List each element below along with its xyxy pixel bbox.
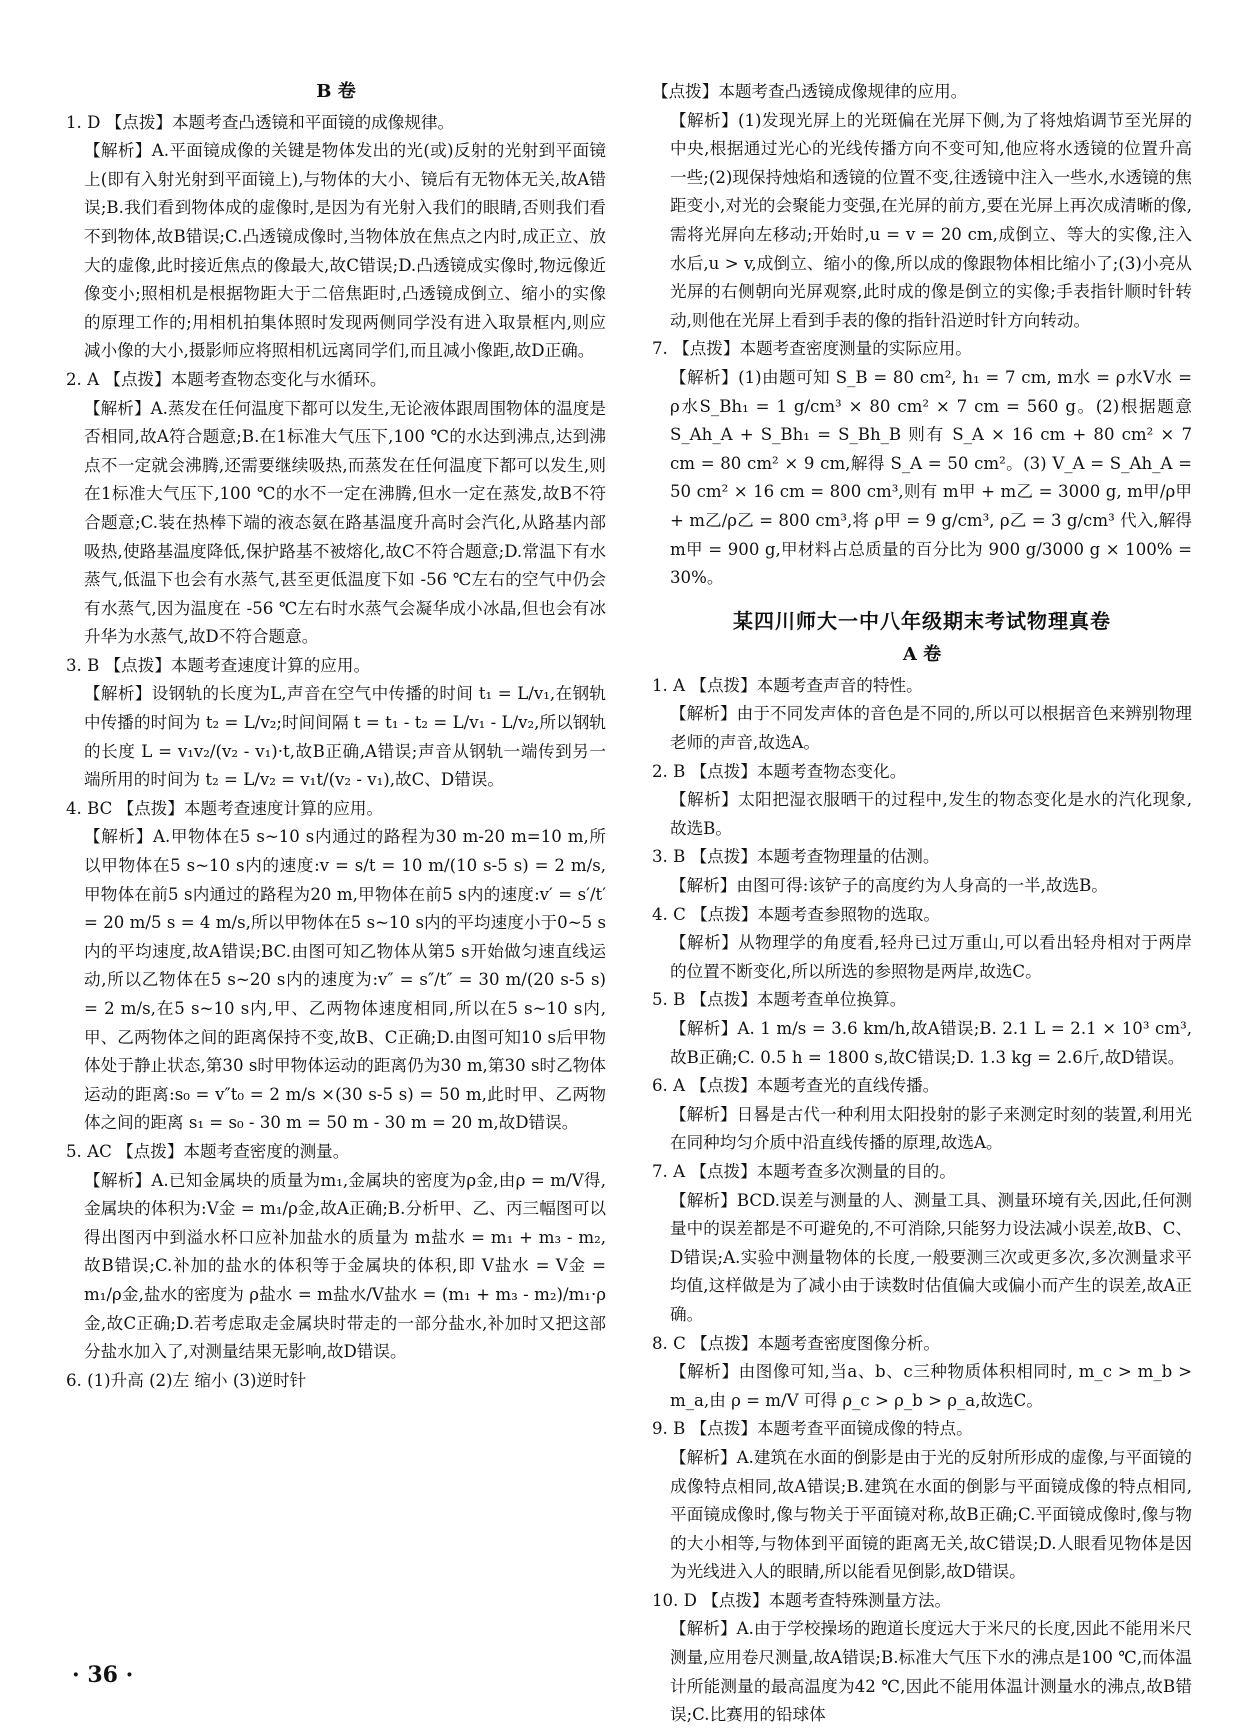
answer-explanation: 【解析】A.平面镜成像的关键是物体发出的光(或)反射的光射到平面镜上(即有入射光射到平面镜上),与物体的大小、镜后有无物体无关,故A错误;B.我们看到物体成的虚像时,是因为有光射入我们的眼睛,否则我们看不到物体,故B错误;C.凸透镜成像时,当物体放在焦点之内时,成正立、放大的虚像,此时接近焦点的像最大,故C错误;D.凸透镜成实像时,物远像近像变小;照相机是根据物距大于二倍焦距时,凸透镜成倒立、缩小的实像的原理工作的;用相机拍集体照时发现两侧同学没有进入取景框内,则应减小像的大小,摄影师应将照相机远离同学们,而且减小像距,故D正确。	[84, 141, 606, 361]
right-column	[652, 78, 1192, 1730]
answer-item-2	[66, 366, 606, 652]
answer-head: 1. D 【点拨】本题考查凸透镜和平面镜的成像规律。	[66, 112, 455, 132]
answer-item-7	[652, 335, 1192, 592]
answer-explanation: 【解析】日晷是古代一种利用太阳投射的影子来测定时刻的装置,利用光在同种均匀介质中沿直线传播的原理,故选A。	[670, 1104, 1192, 1153]
a-item-5	[652, 986, 1192, 1072]
answer-head: 2. B 【点拨】本题考查物态变化。	[652, 761, 907, 781]
answer-item-4	[66, 795, 606, 1138]
answer-explanation: 【解析】A.蒸发在任何温度下都可以发生,无论液体跟周围物体的温度是否相同,故A符合题意;B.在1标准大气压下,100 ℃的水达到沸点,达到沸点不一定就会沸腾,还需要继续吸热,而蒸发在任何温度下都可以发生,则在1标准大气压下,100 ℃的水不一定在沸腾,但水一定在蒸发,故B不符合题意;C.装在热棒下端的液态氨在路基温度升高时会汽化,从路基内部吸热,使路基温度降低,保护路基不被熔化,故C不符合题意;D.常温下有水蒸气,低温下也会有水蒸气,甚至更低温度下如 -56 ℃左右的空气中仍会有水蒸气,因为温度在 -56 ℃左右时水蒸气会凝华成小冰晶,但也会有冰升华为水蒸气,故D不符合题意。	[84, 398, 606, 647]
answer-explanation: 【解析】A.建筑在水面的倒影是由于光的反射所形成的虚像,与平面镜的成像特点相同,故A错误;B.建筑在水面的倒影与平面镜成像的特点相同,平面镜成像时,像与物关于平面镜对称,故B正确;C.平面镜成像时,像与物的大小相等,与物体到平面镜的距离无关,故C错误;D.人眼看见物体是因为光线进入人的眼睛,所以能看见倒影,故D错误。	[670, 1447, 1192, 1582]
answer-head: 3. B 【点拨】本题考查物理量的估测。	[652, 847, 940, 867]
answer-explanation: 【解析】太阳把湿衣服晒干的过程中,发生的物态变化是水的汽化现象,故选B。	[670, 790, 1192, 838]
answer-item-6-cont	[652, 78, 1192, 335]
a-item-6	[652, 1072, 1192, 1158]
answer-explanation: 【解析】(1)由题可知 S_B = 80 cm², h₁ = 7 cm, m水 = ρ水V水 = ρ水S_Bh₁ = 1 g/cm³ × 80 cm² × 7 cm = 560 g。(2)根据题意 S_Ah_A + S_Bh₁ = S_Bh_B 则有 S_A × 16 cm + 80 cm² × 7 cm = 80 cm² × 9 cm,解得 S_A = 50 cm²。(3) V_A = S_Ah_A = 50 cm² × 16 cm = 800 cm³,则有 m甲 + m乙 = 3000 g, m甲/ρ甲 + m乙/ρ乙 = 800 cm³,将 ρ甲 = 9 g/cm³, ρ乙 = 3 g/cm³ 代入,解得 m甲 = 900 g,甲材料占总质量的百分比为 900 g/3000 g × 100% = 30%。	[670, 367, 1192, 588]
a-item-2	[652, 758, 1192, 844]
answer-explanation: 【解析】A.由于学校操场的跑道长度远大于米尺的长度,因此不能用米尺测量,应用卷尺测量,故A错误;B.标准大气压下水的沸点是100 ℃,而体温计所能测量的最高温度为42 ℃,因此不能用体温计测量水的沸点,故B错误;C.比赛用的铅球体	[670, 1619, 1192, 1725]
page-number: · 36 ·	[72, 1662, 134, 1688]
left-column	[66, 78, 606, 1395]
answer-head: 6. (1)升高 (2)左 缩小 (3)逆时针	[66, 1370, 307, 1390]
answer-head: 10. D 【点拨】本题考查特殊测量方法。	[652, 1590, 952, 1610]
answer-head: 7. A 【点拨】本题考查多次测量的目的。	[652, 1161, 956, 1181]
answer-explanation: 【解析】A. 1 m/s = 3.6 km/h,故A错误;B. 2.1 L = 2.1 × 10³ cm³,故B正确;C. 0.5 h = 1800 s,故C错误;D. 1.3 kg = 2.6斤,故D错误。	[670, 1019, 1192, 1067]
answer-item-3	[66, 652, 606, 795]
answer-head: 8. C 【点拨】本题考查密度图像分析。	[652, 1333, 940, 1353]
answer-item-5	[66, 1138, 606, 1367]
answer-head: 1. A 【点拨】本题考查声音的特性。	[652, 675, 923, 695]
a-item-1	[652, 672, 1192, 758]
answer-explanation: 【解析】由图像可知,当a、b、c三种物质体积相同时, m_c > m_b > m_a,由 ρ = m/V 可得 ρ_c > ρ_b > ρ_a,故选C。	[670, 1362, 1192, 1410]
answer-head: 4. BC 【点拨】本题考查速度计算的应用。	[66, 798, 384, 818]
exam-title: 某四川师大一中八年级期末考试物理真卷	[733, 608, 1111, 633]
answer-head: 7. 【点拨】本题考查密度测量的实际应用。	[652, 339, 972, 359]
section-title-b: B 卷	[316, 81, 356, 102]
answer-explanation: 【解析】BCD.误差与测量的人、测量工具、测量环境有关,因此,任何测量中的误差都是不可避免的,不可消除,只能努力设法减小误差,故B、C、D错误;A.实验中测量物体的长度,一般要测三次或更多次,多次测量求平均值,这样做是为了减小由于读数时估值偏大或偏小而产生的误差,故A正确。	[670, 1190, 1192, 1324]
answer-item-6	[66, 1367, 606, 1396]
answer-head: 3. B 【点拨】本题考查速度计算的应用。	[66, 655, 371, 675]
answer-explanation: 【解析】(1)发现光屏上的光斑偏在光屏下侧,为了将烛焰调节至光屏的中央,根据通过光心的光线传播方向不变可知,他应将水透镜的位置升高一些;(2)现保持烛焰和透镜的位置不变,往透镜中注入一些水,水透镜的焦距变小,对光的会聚能力变强,在光屏的前方,要在光屏上再次成清晰的像,需将光屏向左移动;开始时,u = v = 20 cm,成倒立、等大的实像,注入水后,u > v,成倒立、缩小的像,所以成的像跟物体相比缩小了;(3)小亮从光屏的右侧朝向光屏观察,此时成的像是倒立的实像;手表指针顺时针转动,则他在光屏上看到手表的像的指针沿逆时针方向转动。	[670, 110, 1192, 330]
a-item-4	[652, 901, 1192, 987]
answer-head: 【点拨】本题考查凸透镜成像规律的应用。	[652, 82, 968, 101]
answer-head: 5. B 【点拨】本题考查单位换算。	[652, 990, 907, 1010]
answer-explanation: 【解析】由图可得:该铲子的高度约为人身高的一半,故选B。	[670, 876, 1108, 896]
answer-explanation: 【解析】A.已知金属块的质量为m₁,金属块的密度为ρ金,由ρ = m/V得,金属块的体积为:V金 = m₁/ρ金,故A正确;B.分析甲、乙、丙三幅图可以得出图丙中到溢水杯口应补加盐水的质量为 m盐水 = m₁ + m₃ - m₂,故B错误;C.补加的盐水的体积等于金属块的体积,即 V盐水 = V金 = m₁/ρ金,盐水的密度为 ρ盐水 = m盐水/V盐水 = (m₁ + m₃ - m₂)/m₁·ρ金,故C正确;D.若考虑取走金属块时带走的一部分盐水,补加时又把这部分盐水加入了,对测量结果无影响,故D错误。	[84, 1170, 606, 1362]
answer-head: 4. C 【点拨】本题考查参照物的选取。	[652, 904, 940, 924]
answer-head: 5. AC 【点拨】本题考查密度的测量。	[66, 1141, 350, 1161]
answer-head: 9. B 【点拨】本题考查平面镜成像的特点。	[652, 1419, 973, 1439]
a-item-9	[652, 1415, 1192, 1587]
a-item-7	[652, 1158, 1192, 1330]
answer-explanation: 【解析】由于不同发声体的音色是不同的,所以可以根据音色来辨别物理老师的声音,故选A。	[670, 704, 1192, 753]
section-title-a: A 卷	[902, 644, 942, 666]
a-item-10	[652, 1587, 1192, 1730]
answer-explanation: 【解析】A.甲物体在5 s~10 s内通过的路程为30 m-20 m=10 m,所以甲物体在5 s~10 s内的速度:v = s/t = 10 m/(10 s-5 s) = 2 m/s,甲物体在前5 s内通过的路程为20 m,甲物体在前5 s内的速度:v′ = s′/t′ = 20 m/5 s = 4 m/s,所以甲物体在5 s~10 s内的平均速度小于0~5 s内的平均速度,故A错误;BC.由图可知乙物体从第5 s开始做匀速直线运动,所以乙物体在5 s~20 s内的速度为:v″ = s″/t″ = 30 m/(20 s-5 s) = 2 m/s,在5 s~10 s内,甲、乙两物体速度相同,所以在5 s~10 s内,甲、乙两物体之间的距离保持不变,故B、C正确;D.由图可知10 s后甲物体处于静止状态,第30 s时甲物体运动的距离仍为30 m,第30 s时乙物体运动的距离:s₀ = v″t₀ = 2 m/s ×(30 s-5 s) = 50 m,此时甲、乙两物体之间的距离 s₁ = s₀ - 30 m = 50 m - 30 m = 20 m,故D错误。	[84, 827, 606, 1133]
answer-head: 6. A 【点拨】本题考查光的直线传播。	[652, 1076, 940, 1096]
answer-explanation: 【解析】从物理学的角度看,轻舟已过万重山,可以看出轻舟相对于两岸的位置不断变化,所以所选的参照物是两岸,故选C。	[670, 933, 1192, 981]
answer-item-1	[66, 109, 606, 366]
answer-explanation: 【解析】设钢轨的长度为L,声音在空气中传播的时间 t₁ = L/v₁,在钢轨中传播的时间为 t₂ = L/v₂;时间间隔 t = t₁ - t₂ = L/v₁ - L/v₂,所以钢轨的长度 L = v₁v₂/(v₂ - v₁)·t,故B正确,A错误;声音从钢轨一端传到另一端所用的时间为 t₂ = L/v₂ = v₁t/(v₂ - v₁),故C、D错误。	[84, 684, 606, 790]
a-item-3	[652, 843, 1192, 900]
a-item-8	[652, 1330, 1192, 1416]
answer-head: 2. A 【点拨】本题考查物态变化与水循环。	[66, 369, 387, 389]
